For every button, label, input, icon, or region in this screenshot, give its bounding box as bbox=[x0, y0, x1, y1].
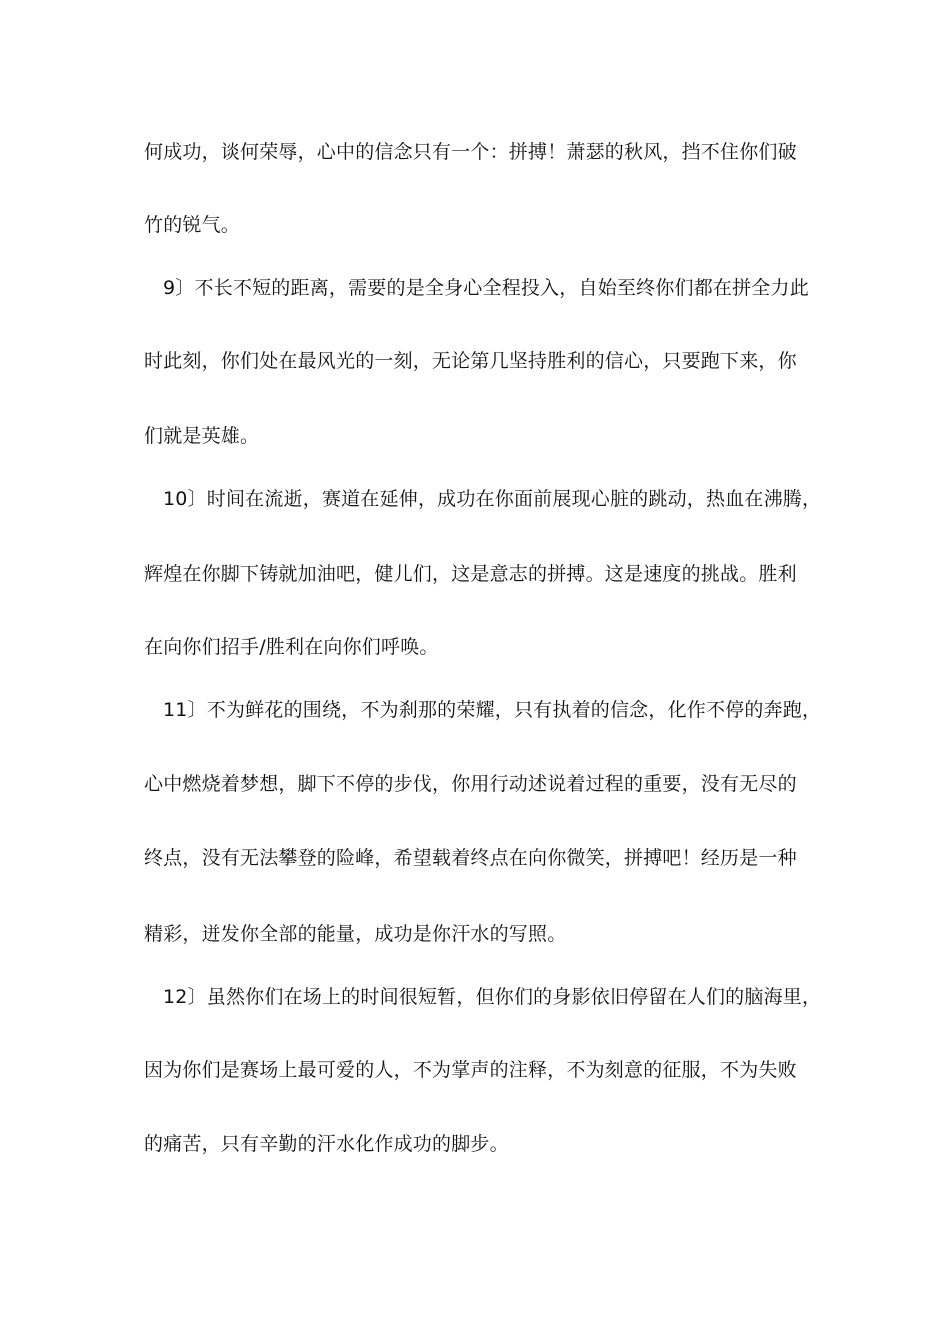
text-line-15: 的痛苦，只有辛勤的汗水化作成功的脚步。 bbox=[144, 1133, 509, 1155]
text-line-13: 12〕虽然你们在场上的时间很短暂，但你们的身影依旧停留在人们的脑海里， bbox=[163, 986, 822, 1008]
text-line-1: 何成功，谈何荣辱，心中的信念只有一个：拼搏！萧瑟的秋风，挡不住你们破 bbox=[144, 141, 797, 163]
text-line-14: 因为你们是赛场上最可爱的人，不为掌声的注释，不为刻意的征服，不为失败 bbox=[144, 1059, 797, 1081]
text-line-7: 辉煌在你脚下铸就加油吧，健儿们，这是意志的拼搏。这是速度的挑战。胜利 bbox=[144, 563, 797, 585]
text-line-6: 10〕时间在流逝，赛道在延伸，成功在你面前展现心脏的跳动，热血在沸腾， bbox=[163, 488, 822, 510]
text-line-8: 在向你们招手/胜利在向你们呼唤。 bbox=[144, 636, 439, 658]
text-line-12: 精彩，迸发你全部的能量，成功是你汗水的写照。 bbox=[144, 923, 567, 945]
text-line-10: 心中燃烧着梦想，脚下不停的步伐，你用行动述说着过程的重要，没有无尽的 bbox=[144, 773, 797, 795]
text-line-3: 9〕不长不短的距离，需要的是全身心全程投入，自始至终你们都在拼全力此 bbox=[163, 277, 809, 299]
text-line-2: 竹的锐气。 bbox=[144, 214, 241, 236]
text-line-4: 时此刻，你们处在最风光的一刻，无论第几坚持胜利的信心，只要跑下来，你 bbox=[144, 350, 797, 372]
text-line-11: 终点，没有无法攀登的险峰，希望载着终点在向你微笑，拼搏吧！经历是一种 bbox=[144, 847, 797, 869]
text-line-9: 11〕不为鲜花的围绕，不为刹那的荣耀，只有执着的信念，化作不停的奔跑， bbox=[163, 699, 822, 721]
text-line-5: 们就是英雄。 bbox=[144, 425, 260, 447]
